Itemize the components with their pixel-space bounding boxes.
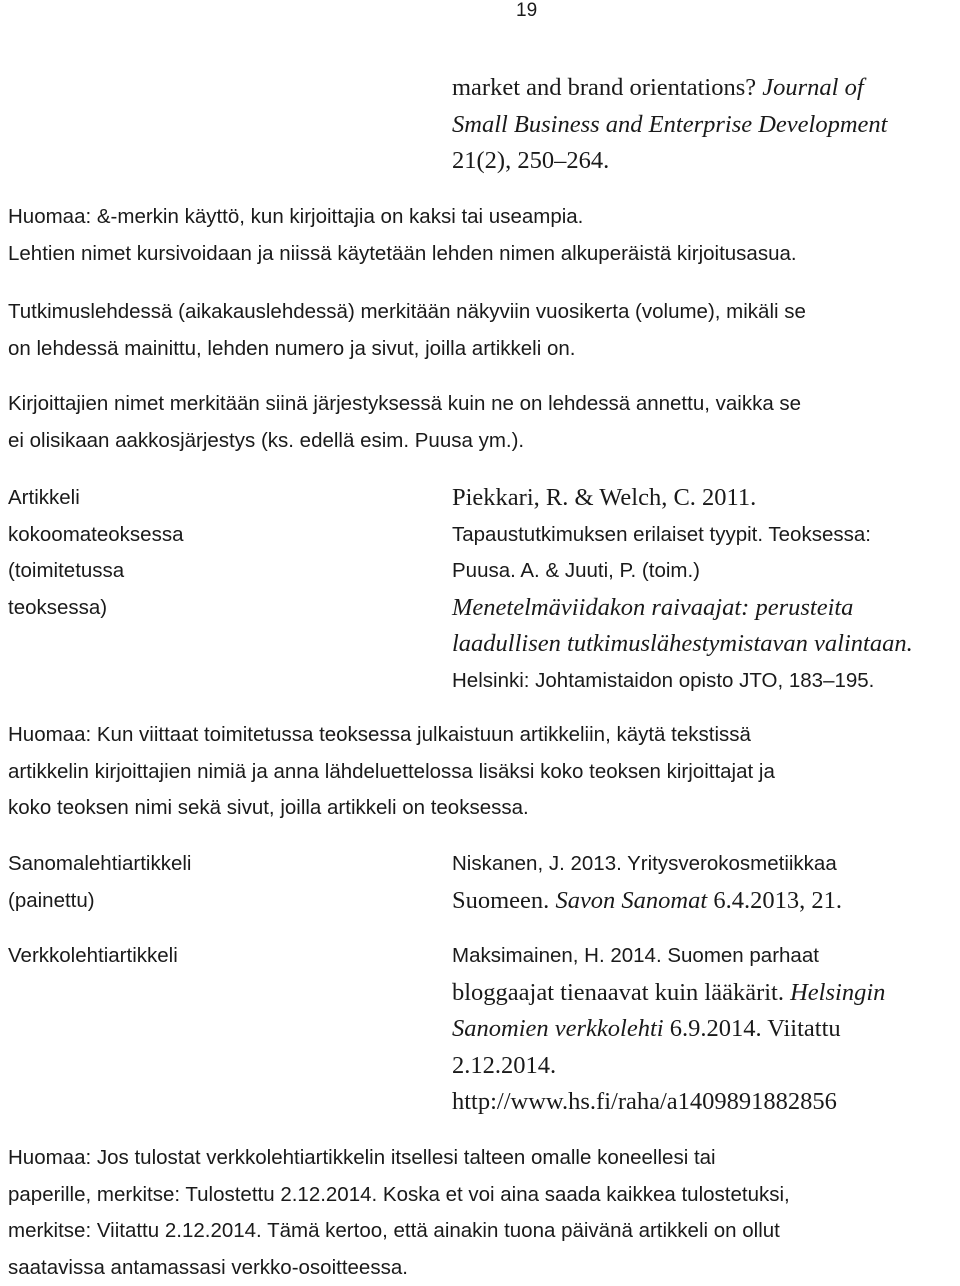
reference-line: Niskanen, J. 2013. Yritysverokosmetiikkaa	[452, 846, 842, 883]
note-print	[8, 1140, 790, 1286]
note-line: merkitse: Viitattu 2.12.2014. Tämä kertoo, että ainakin tuona päivänä artikkeli on ollut	[8, 1213, 790, 1250]
label-line: (painettu)	[8, 883, 191, 920]
label-article-collection	[8, 480, 183, 626]
label-line: Artikkeli	[8, 480, 183, 517]
note-line: ei olisikaan aakkosjärjestys (ks. edellä esim. Puusa ym.).	[8, 423, 801, 460]
note-edited-volume	[8, 717, 775, 827]
note-line: on lehdessä mainittu, lehden numero ja sivut, joilla artikkeli on.	[8, 331, 806, 368]
note-line: Lehtien nimet kursivoidaan ja niissä käytetään lehden nimen alkuperäistä kirjoitusasua.	[8, 236, 797, 273]
label-line: teoksessa)	[8, 590, 183, 627]
reference-line: Maksimainen, H. 2014. Suomen parhaat	[452, 938, 885, 975]
note-line: Kirjoittajien nimet merkitään siinä järjestyksessä kuin ne on lehdessä annettu, vaikka se	[8, 386, 801, 423]
reference-line: Puusa. A. & Juuti, P. (toim.)	[452, 553, 913, 590]
reference-line: Sanomien verkkolehti 6.9.2014. Viitattu	[452, 1011, 885, 1048]
reference-article-collection	[452, 480, 913, 699]
note-line: Huomaa: Kun viittaat toimitetussa teoksessa julkaistuun artikkeliin, käytä tekstissä	[8, 717, 775, 754]
reference-line: laadullisen tutkimuslähestymistavan valintaan.	[452, 626, 913, 663]
reference-line: 2.12.2014.	[452, 1048, 885, 1085]
reference-line: Piekkari, R. & Welch, C. 2011.	[452, 480, 913, 517]
note-line: Huomaa: &-merkin käyttö, kun kirjoittajia on kaksi tai useampia.	[8, 199, 797, 236]
reference-line: market and brand orientations? Journal of	[452, 70, 888, 107]
reference-line: Suomeen. Savon Sanomat 6.4.2013, 21.	[452, 883, 842, 920]
reference-newspaper	[452, 846, 842, 919]
note-line: Tutkimuslehdessä (aikakauslehdessä) merkitään näkyviin vuosikerta (volume), mikäli se	[8, 294, 806, 331]
reference-continuation	[452, 70, 888, 180]
reference-url: http://www.hs.fi/raha/a1409891882856	[452, 1084, 885, 1121]
label-line: (toimitetussa	[8, 553, 183, 590]
label-line: kokoomateoksessa	[8, 517, 183, 554]
note-author-order	[8, 386, 801, 459]
reference-line: Helsinki: Johtamistaidon opisto JTO, 183–195.	[452, 663, 913, 700]
label-newspaper	[8, 846, 191, 919]
note-line: saatavissa antamassasi verkko-osoitteessa.	[8, 1250, 790, 1286]
reference-online-journal	[452, 938, 885, 1121]
reference-line: Menetelmäviidakon raivaajat: perusteita	[452, 590, 913, 627]
note-volume	[8, 294, 806, 367]
reference-line: 21(2), 250–264.	[452, 143, 888, 180]
note-line: koko teoksen nimi sekä sivut, joilla artikkeli on teoksessa.	[8, 790, 775, 827]
label-online-journal	[8, 938, 178, 975]
label-line: Sanomalehtiartikkeli	[8, 846, 191, 883]
note-line: paperille, merkitse: Tulostettu 2.12.2014. Koska et voi aina saada kaikkea tulostetuksi,	[8, 1177, 790, 1214]
reference-line: Small Business and Enterprise Development	[452, 107, 888, 144]
note-line: artikkelin kirjoittajien nimiä ja anna lähdeluettelossa lisäksi koko teoksen kirjoittajat ja	[8, 754, 775, 791]
page-number: 19	[516, 0, 537, 22]
label-line: Verkkolehtiartikkeli	[8, 938, 178, 975]
reference-line: bloggaajat tienaavat kuin lääkärit. Helsingin	[452, 975, 885, 1012]
reference-line: Tapaustutkimuksen erilaiset tyypit. Teoksessa:	[452, 517, 913, 554]
note-line: Huomaa: Jos tulostat verkkolehtiartikkelin itsellesi talteen omalle koneellesi tai	[8, 1140, 790, 1177]
note-ampersand	[8, 199, 797, 272]
